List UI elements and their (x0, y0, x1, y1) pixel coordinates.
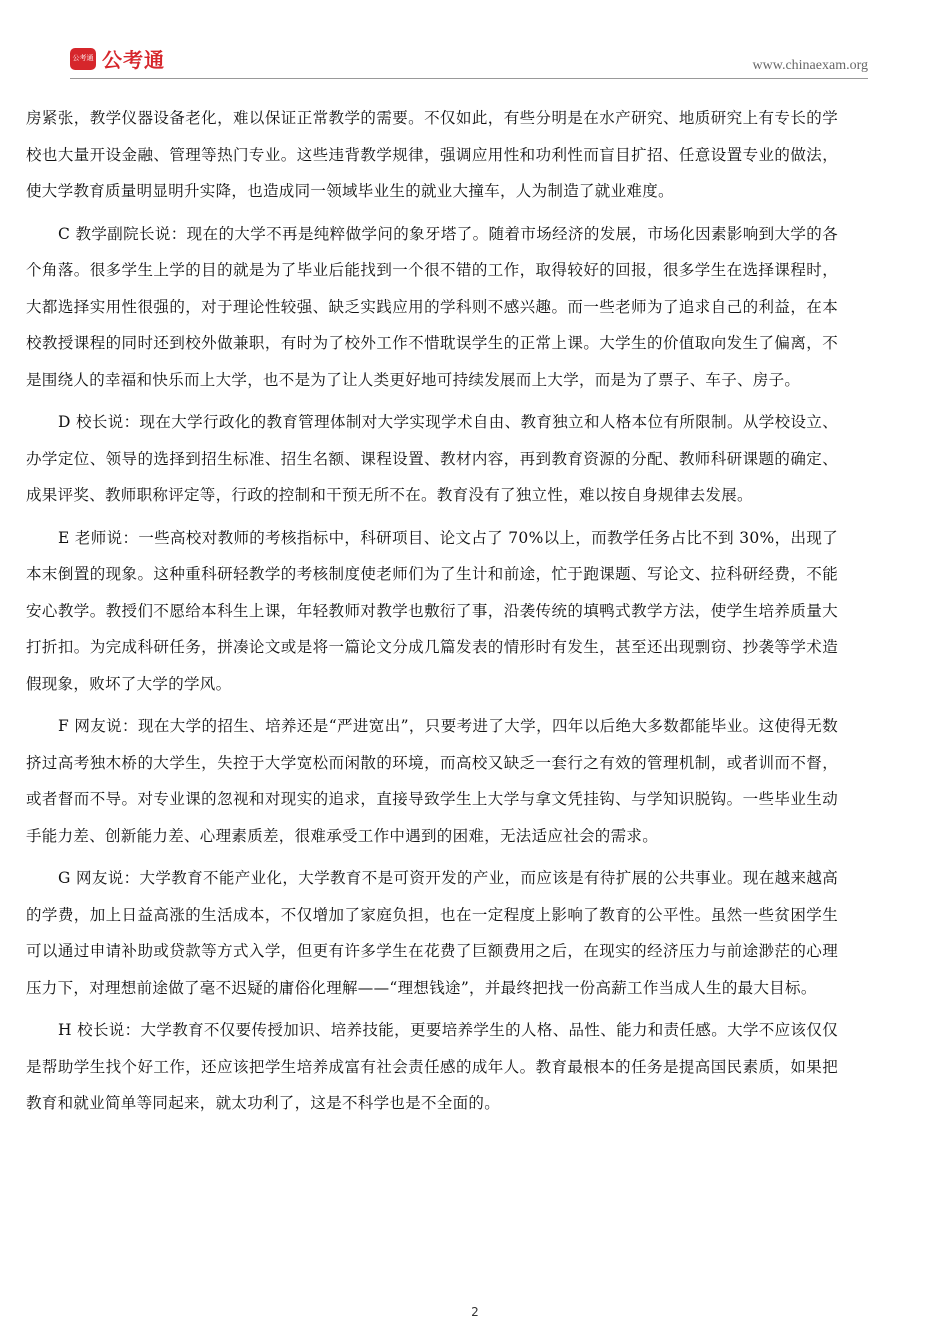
page-header (0, 0, 950, 80)
page-number: 2 (471, 1305, 479, 1319)
paragraph-g: G 网友说：大学教育不能产业化，大学教育不是可资开发的产业，而应该是有待扩展的公共事业。现在越来越高的学费，加上日益高涨的生活成本，不仅增加了家庭负担，也在一定程度上影响了教育的公平性。虽然一些贫困学生可以通过申请补助或贷款等方式入学，但更有许多学生在花费了巨额费用之后，在现实的经济压力与前途渺茫的心理压力下，对理想前途做了毫不迟疑的庸俗化理解——“理想钱途”，并最终把找一份高薪工作当成人生的最大目标。 (26, 869, 838, 997)
logo-badge-icon: 公考通 (70, 48, 96, 70)
paragraph-f: F 网友说：现在大学的招生、培养还是“严进宽出”，只要考进了大学，四年以后绝大多数都能毕业。这使得无数挤过高考独木桥的大学生，失控于大学宽松而闲散的环境，而高校又缺乏一套行之有效的管理机制，或者训而不督，或者督而不导。对专业课的忽视和对现实的追求，直接导致学生上大学与拿文凭挂钩、与学知识脱钩。一些毕业生动手能力差、创新能力差、心理素质差，很难承受工作中遇到的困难，无法适应社会的需求。 (26, 717, 838, 845)
paragraph-h: H 校长说：大学教育不仅要传授加识、培养技能，更要培养学生的人格、品性、能力和责任感。大学不应该仅仅是帮助学生找个好工作，还应该把学生培养成富有社会责任感的成年人。教育最根本的任务是提高国民素质，如果把教育和就业简单等同起来，就太功利了，这是不科学也是不全面的。 (26, 1021, 838, 1112)
paragraph-e: E 老师说：一些高校对教师的考核指标中，科研项目、论文占了 70%以上，而教学任务占比不到 30%，出现了本末倒置的现象。这种重科研轻教学的考核制度使老师们为了生计和前途，忙于跑课题、写论文、拉科研经费，不能安心教学。教授们不愿给本科生上课，年轻教师对教学也敷衍了事，沿袭传统的填鸭式教学方法，使学生培养质量大打折扣。为完成科研任务，拼凑论文或是将一篇论文分成几篇发表的情形时有发生，甚至还出现剽窃、抄袭等学术造假现象，败坏了大学的学风。 (26, 528, 838, 693)
header-divider (70, 78, 868, 79)
logo-text: 公考通 (102, 48, 165, 72)
document-body (26, 100, 838, 1128)
site-url[interactable]: www.chinaexam.org (752, 58, 868, 73)
paragraph-c: C 教学副院长说：现在的大学不再是纯粹做学问的象牙塔了。随着市场经济的发展，市场化因素影响到大学的各个角落。很多学生上学的目的就是为了毕业后能找到一个很不错的工作，取得较好的回报，很多学生在选择课程时，大都选择实用性很强的，对于理论性较强、缺乏实践应用的学科则不感兴趣。而一些老师为了追求自己的利益，在本校教授课程的同时还到校外做兼职，有时为了校外工作不惜耽误学生的正常上课。大学生的价值取向发生了偏离，不是围绕人的幸福和快乐而上大学，也不是为了让人类更好地可持续发展而上大学，而是为了票子、车子、房子。 (26, 224, 838, 389)
paragraph-d: D 校长说：现在大学行政化的教育管理体制对大学实现学术自由、教育独立和人格本位有所限制。从学校设立、办学定位、领导的选择到招生标准、招生名额、课程设置、教材内容，再到教育资源的分配、教师科研课题的确定、成果评奖、教师职称评定等，行政的控制和干预无所不在。教育没有了独立性，难以按自身规律去发展。 (26, 413, 838, 504)
brand-logo[interactable] (70, 44, 165, 73)
paragraph-continued: 房紧张，教学仪器设备老化，难以保证正常教学的需要。不仅如此，有些分明是在水产研究、地质研究上有专长的学校也大量开设金融、管理等热门专业。这些违背教学规律，强调应用性和功利性而盲目扩招、任意设置专业的做法，使大学教育质量明显明升实降，也造成同一领域毕业生的就业大撞车，人为制造了就业难度。 (26, 109, 838, 200)
